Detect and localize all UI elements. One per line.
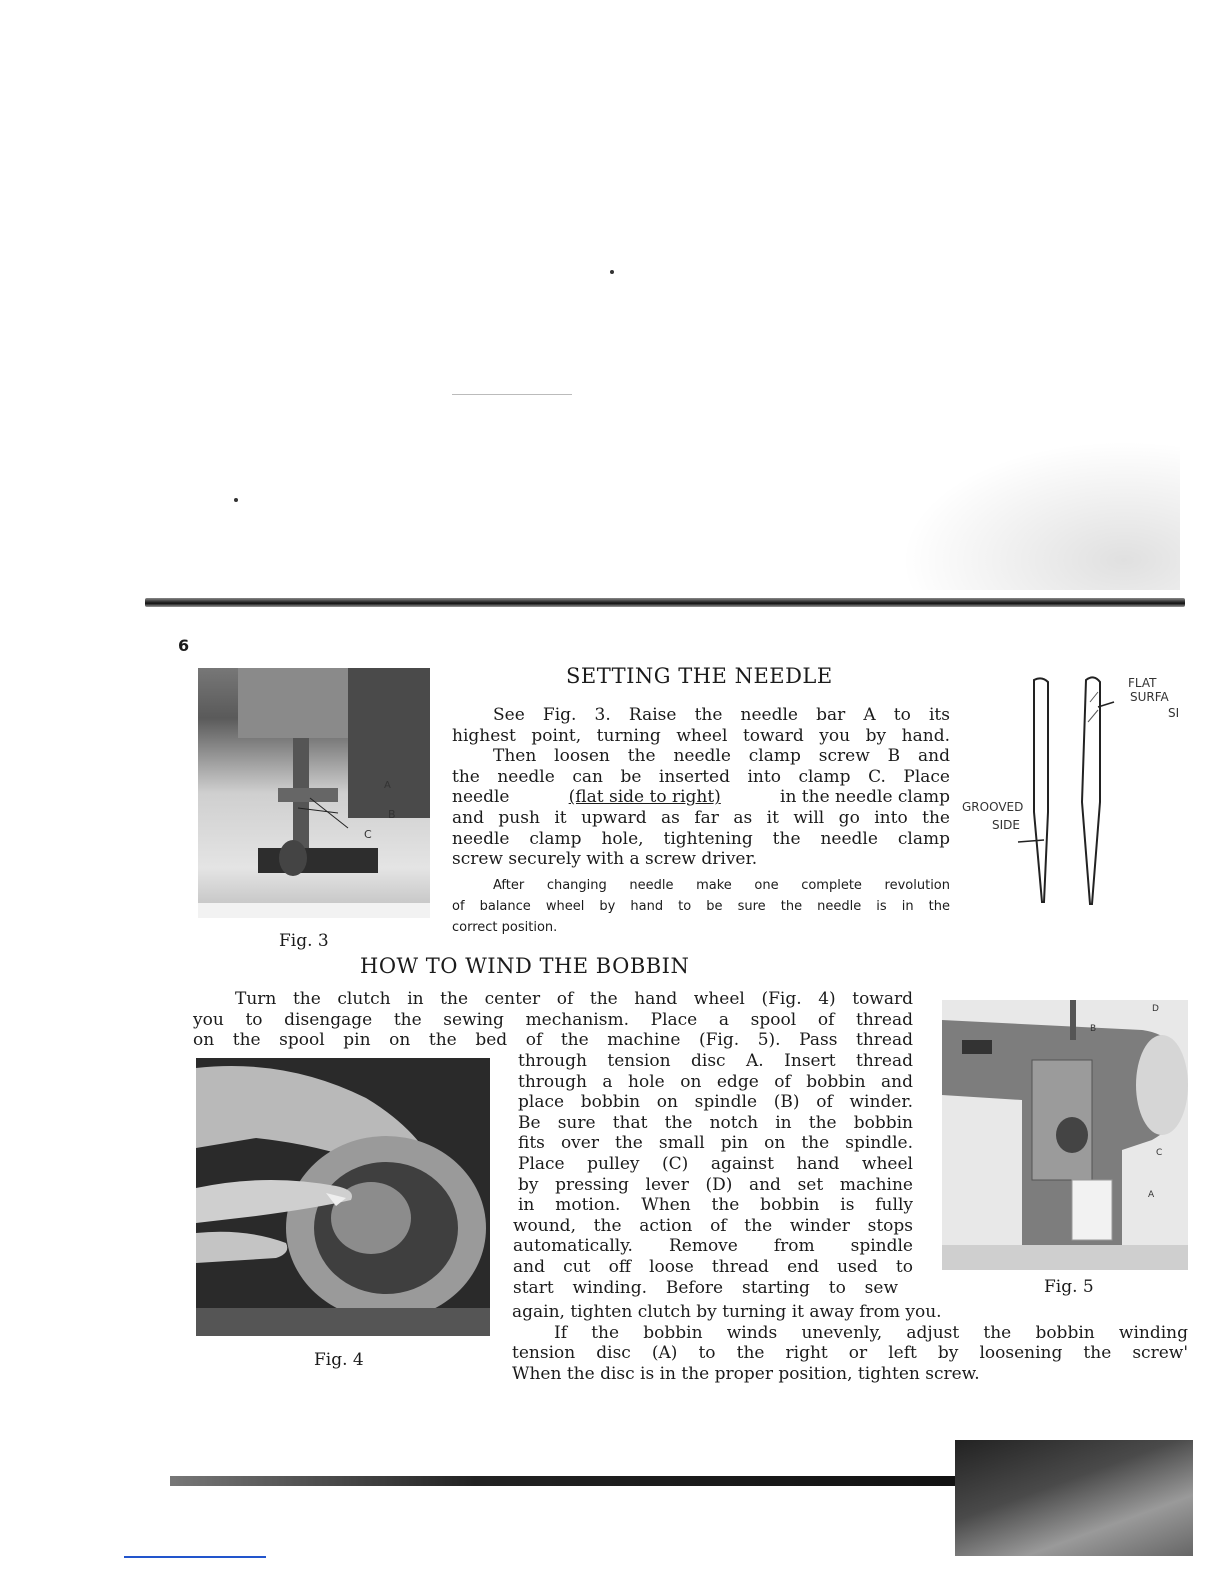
wind-bobbin-tail-3: tension disc (A) to the right or left by loosening the screw' <box>512 1343 1188 1364</box>
wind-bobbin-col-5: fits over the small pin on the spindle. <box>518 1133 913 1154</box>
wind-bobbin-heading: HOW TO WIND THE BOBBIN <box>360 954 690 978</box>
fig3-label-b: B <box>388 808 396 821</box>
fig4-photo <box>196 1058 490 1336</box>
wind-bobbin-col-1: through tension disc A. Insert thread <box>518 1051 913 1071</box>
wind-bobbin-col-10: automatically. Remove from spindle <box>513 1236 913 1257</box>
grooved-label-2: SIDE <box>992 818 1020 832</box>
top-rule <box>145 598 1185 607</box>
wind-bobbin-col-3: place bobbin on spindle (B) of winder. <box>518 1092 913 1113</box>
page-speck <box>610 270 614 274</box>
wind-bobbin-column <box>513 1051 913 1298</box>
wind-bobbin-col-4: Be sure that the notch in the bobbin <box>518 1112 913 1133</box>
setting-needle-heading: SETTING THE NEEDLE <box>566 664 833 688</box>
wind-bobbin-tail <box>512 1302 1188 1384</box>
flat-label-1: FLAT <box>1128 676 1157 690</box>
wind-bobbin-line-3: on the spool pin on the bed of the machine (Fig. 5). Pass thread <box>193 1030 913 1051</box>
fig5-label-d: D <box>1152 1004 1159 1014</box>
fig3-label-a: A <box>384 780 391 791</box>
wind-bobbin-tail-4: When the disc is in the proper position, tighten screw. <box>512 1363 980 1384</box>
fig4-caption: Fig. 4 <box>314 1350 364 1370</box>
page-number: 6 <box>178 636 190 655</box>
fig3-photo <box>198 668 430 918</box>
wind-bobbin-col-2: through a hole on edge of bobbin and <box>518 1071 913 1092</box>
wind-bobbin-intro <box>193 989 913 1051</box>
wind-bobbin-col-8: in motion. When the bobbin is fully <box>518 1195 913 1216</box>
setting-needle-line-8: screw securely with a screw driver. <box>452 849 758 870</box>
needle-diagram <box>1010 672 1120 912</box>
setting-needle-line-3: Then loosen the needle clamp screw B and <box>493 746 950 767</box>
fig5-label-c: C <box>1156 1148 1163 1158</box>
needle-note-line-3: correct position. <box>452 920 558 935</box>
needle-note-line-1: After changing needle make one complete revolution <box>493 878 950 893</box>
flat-label-2: SURFA <box>1130 690 1169 704</box>
setting-needle-text <box>452 705 950 870</box>
grooved-label-1: GROOVED <box>962 800 1024 814</box>
fig5-caption: Fig. 5 <box>1044 1277 1094 1297</box>
wind-bobbin-line-2: you to disengage the sewing mechanism. Place a spool of thread <box>193 1009 913 1030</box>
fig4-illustration <box>196 1058 490 1336</box>
setting-needle-line-5 <box>452 787 950 808</box>
wind-bobbin-tail-2: If the bobbin winds unevenly, adjust the bobbin winding <box>554 1322 1188 1343</box>
setting-needle-line-4: the needle can be inserted into clamp C. Place <box>452 766 950 787</box>
wind-bobbin-col-9: wound, the action of the winder stops <box>513 1215 913 1236</box>
page-dash <box>452 394 572 395</box>
fig5-photo <box>942 1000 1188 1270</box>
setting-needle-line-6: and push it upward as far as it will go into the <box>452 807 950 828</box>
fig5-label-b: B <box>1090 1024 1097 1034</box>
fig5-label-a: A <box>1148 1190 1155 1200</box>
wind-bobbin-tail-1: again, tighten clutch by turning it away from you. <box>512 1302 942 1322</box>
wind-bobbin-col-6: Place pulley (C) against hand wheel <box>518 1153 913 1174</box>
bottom-blue-line <box>124 1556 266 1558</box>
fig3-illustration <box>198 668 430 918</box>
fig3-caption: Fig. 3 <box>279 931 329 951</box>
setting-needle-line-2: highest point, turning wheel toward you by hand. <box>452 725 950 746</box>
page-speck <box>234 498 238 502</box>
scan-noise <box>900 440 1180 590</box>
line5-before: needle <box>452 787 510 808</box>
fig3-label-c: C <box>364 828 372 841</box>
line5-after: in the needle clamp <box>780 787 950 808</box>
flat-label-3: SI <box>1168 706 1180 720</box>
flat-side-emphasis: (flat side to right) <box>568 787 721 808</box>
setting-needle-line-1: See Fig. 3. Raise the needle bar A to its <box>493 705 950 725</box>
wind-bobbin-col-11: and cut off loose thread end used to <box>513 1256 913 1277</box>
setting-needle-line-7: needle clamp hole, tightening the needle clamp <box>452 828 950 849</box>
needle-note-line-2: of balance wheel by hand to be sure the needle is in the <box>452 899 950 914</box>
needle-note <box>452 875 950 938</box>
wind-bobbin-col-7: by pressing lever (D) and set machine <box>518 1174 913 1195</box>
fig5-illustration <box>942 1000 1188 1270</box>
wind-bobbin-line-1: Turn the clutch in the center of the hand wheel (Fig. 4) toward <box>235 989 913 1009</box>
wind-bobbin-col-12: start winding. Before starting to sew <box>513 1277 898 1298</box>
bottom-scan-shadow <box>955 1440 1193 1556</box>
